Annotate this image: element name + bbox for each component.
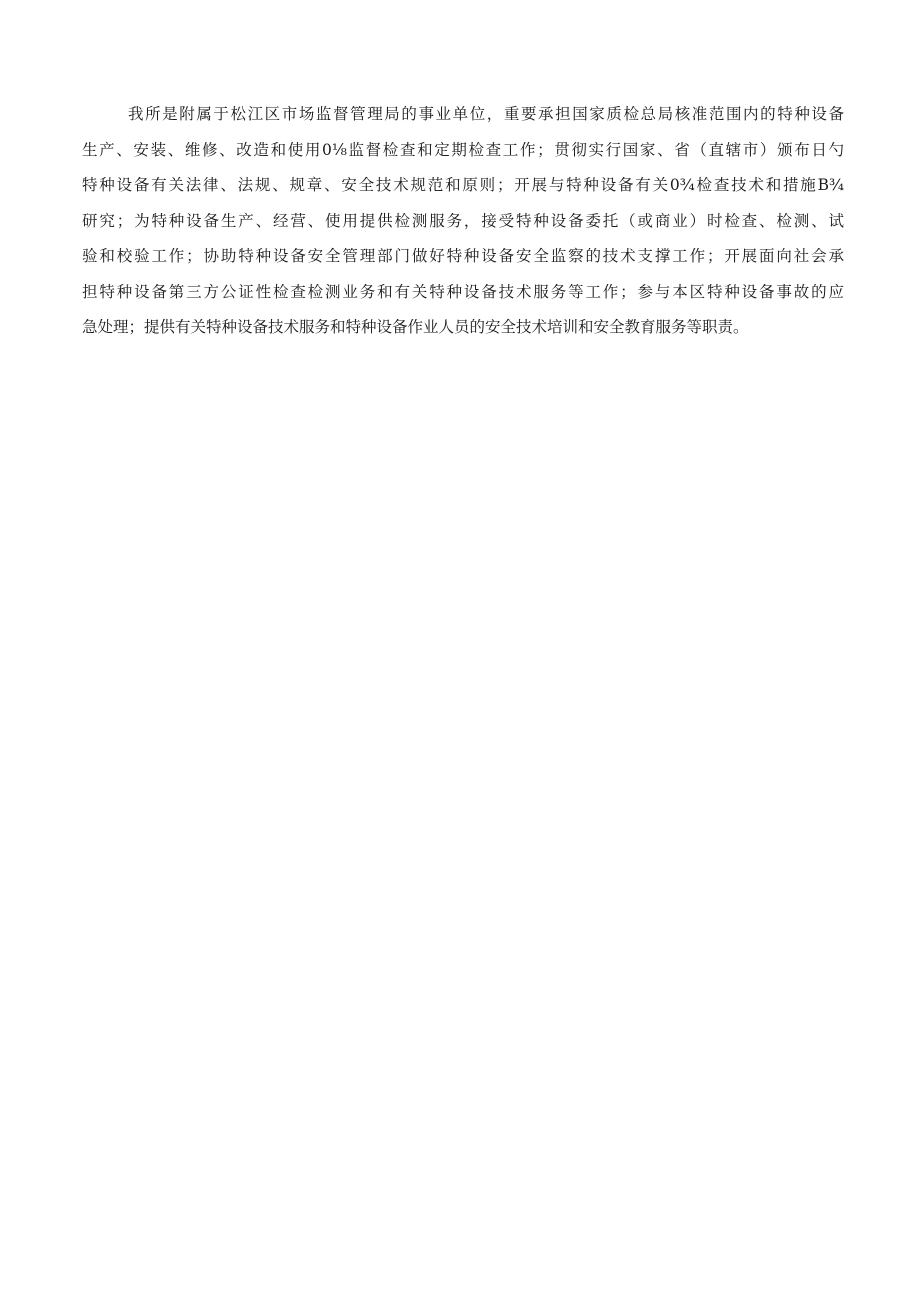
paragraph-line-2: 生产、安装、维修、改造和使用0⅛监督检查和定期检查工作；贯彻实行国家、省（直辖市）颁布日勺: [82, 140, 844, 159]
paragraph-line-5: 验和校验工作；协助特种设备安全管理部门做好特种设备安全监察的技术支撑工作；开展面向社会承: [82, 247, 844, 265]
body-paragraph: [82, 97, 844, 346]
paragraph-line-6: 担特种设备第三方公证性检查检测业务和有关特种设备技术服务等工作；参与本区特种设备事故的应: [82, 282, 844, 301]
paragraph-line-7: 急处理；提供有关特种设备技术服务和特种设备作业人员的安全技术培训和安全教育服务等职责。: [82, 318, 749, 336]
paragraph-line-3: 特种设备有关法律、法规、规章、安全技术规范和原则；开展与特种设备有关0¾检查技术和措施B¾: [82, 176, 844, 194]
paragraph-line-4: 研究；为特种设备生产、经营、使用提供检测服务，接受特种设备委托（或商业）时检查、检测、试: [82, 211, 844, 230]
paragraph-line-1: 我所是附属于松江区市场监督管理局的事业单位，重要承担国家质检总局核准范围内的特种设备: [128, 105, 844, 123]
